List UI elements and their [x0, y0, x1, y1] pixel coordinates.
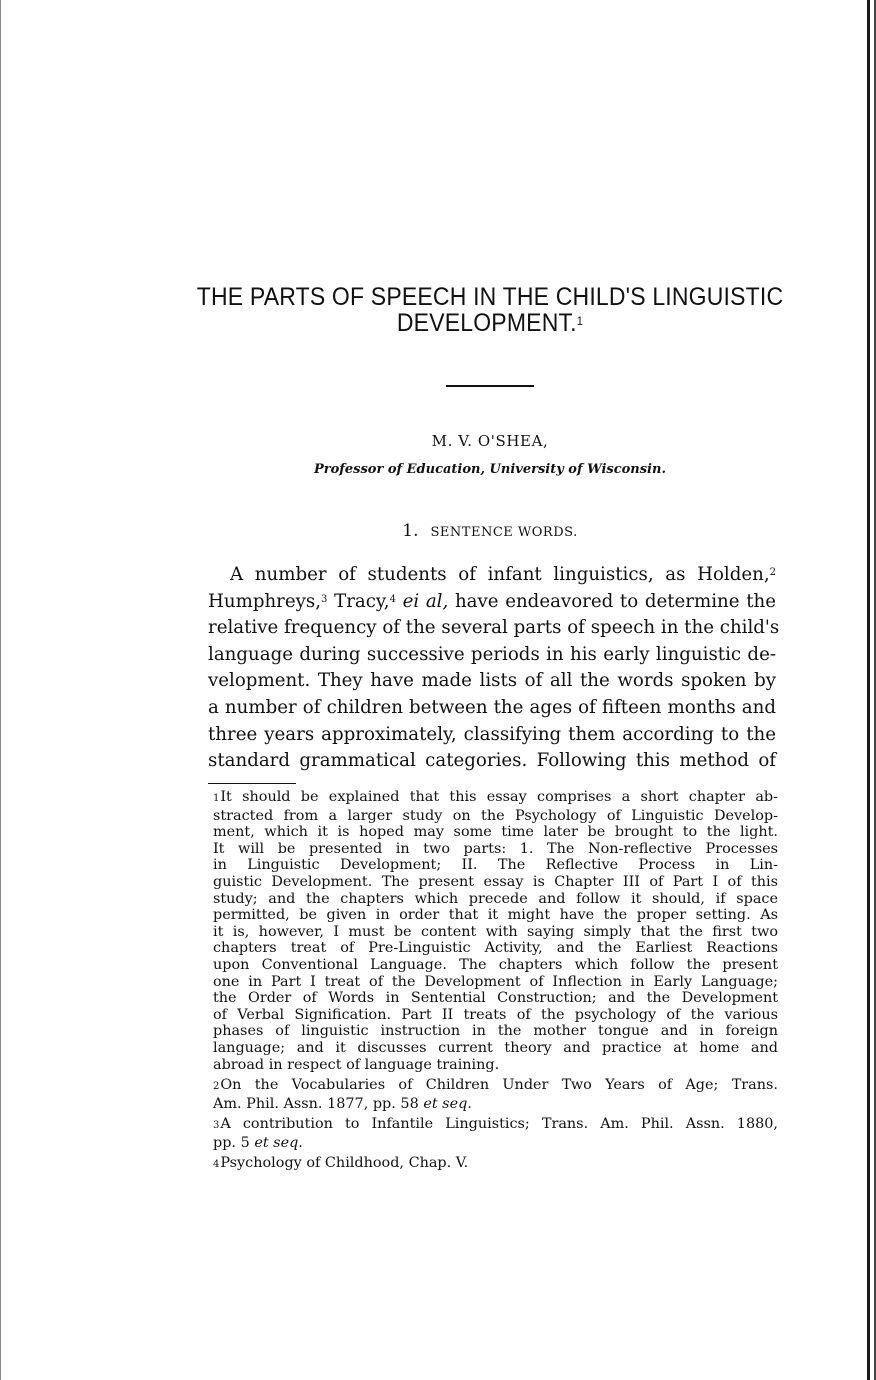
footnote-rule: [208, 783, 296, 784]
page-edge-right: [867, 0, 870, 1380]
body-text: Humphreys,: [208, 590, 322, 612]
footnote-text-italic: et seq.: [254, 1134, 303, 1151]
footnote-line: upon Conventional Language. The chapters which follow the present: [213, 956, 778, 973]
body-line: [208, 589, 776, 616]
footnote-text: pp. 5: [213, 1134, 255, 1151]
body-line: standard grammatical categories. Following this method of: [208, 750, 776, 772]
body-line: a number of children between the ages of fifteen months and: [208, 696, 776, 718]
footnote-line: study; and the chapters which precede and follow it should, if space: [213, 890, 778, 907]
footnote-text: On the Vocabularies of Children Under Two Years of Age; Trans.: [220, 1077, 778, 1094]
title-line-2: [196, 310, 785, 336]
title-line-1: THE PARTS OF SPEECH IN THE CHILD'S LINGUISTIC: [196, 283, 784, 311]
footnote-line: stracted from a larger study on the Psychology of Linguistic Develop-: [213, 807, 778, 824]
footnote-text: Psychology of Childhood, Chap. V.: [220, 1155, 469, 1172]
footnote-line: chapters treat of Pre-Linguistic Activity, and the Earliest Reactions: [213, 940, 778, 957]
body-text: A number of students of infant linguistics, as Holden,: [230, 564, 770, 585]
page-edge-left: [0, 0, 1, 1380]
footnote-number: 4: [213, 1159, 220, 1171]
section-heading: [200, 521, 780, 541]
footnote-text: A contribution to Infantile Linguistics; Trans. Am. Phil. Assn. 1880,: [220, 1116, 778, 1133]
body-line: velopment. They have made lists of all the words spoken by: [208, 670, 776, 692]
footnote-line: of Verbal Signification. Part II treats of the psychology of the various: [213, 1006, 778, 1023]
footnote-number: 2: [213, 1081, 220, 1093]
footnote-line: one in Part I treat of the Development of Inflection in Early Language;: [213, 973, 778, 990]
footnotes: [213, 789, 778, 1174]
body-line: relative frequency of the several parts of speech in the child's: [208, 617, 780, 639]
footnote-line: [213, 1155, 778, 1174]
footnote-line: it is, however, I must be content with saying simply that the first two: [213, 923, 778, 940]
footnote-number: 1: [213, 793, 220, 804]
body-text-italic: ei al,: [395, 590, 449, 612]
title-line-2-text: DEVELOPMENT.: [396, 309, 577, 337]
footnote-line: language; and it discusses current theory and practice at home and: [213, 1039, 778, 1056]
author-name: M. V. O'SHEA,: [431, 432, 549, 450]
footnote-4: [213, 1155, 778, 1174]
author-affiliation: Professor of Education, University of Wisconsin.: [314, 462, 666, 477]
section-number: 1.: [402, 521, 419, 541]
footnote-2: [213, 1077, 778, 1112]
footnote-line: in Linguistic Development; II. The Reflective Process in Lin-: [213, 857, 778, 874]
footnote-line: guistic Development. The present essay is Chapter III of Part I of this: [213, 873, 778, 890]
footnote-line: the Order of Words in Sentential Construction; and the Development: [213, 990, 778, 1007]
body-paragraph: [208, 562, 780, 775]
footnote-ref: 2: [769, 567, 776, 578]
footnote-line: [213, 1096, 778, 1113]
body-text: have endeavored to determine the: [448, 590, 776, 612]
footnote-line: [213, 1135, 778, 1152]
footnote-line: permitted, be given in order that it might have the proper setting. As: [213, 907, 778, 924]
body-text: Tracy,: [327, 590, 390, 612]
footnote-line: [213, 1116, 778, 1135]
section-title: SENTENCE WORDS.: [430, 525, 578, 540]
footnote-text-italic: et seq.: [423, 1095, 472, 1112]
body-line: three years approximately, classifying them according to the: [208, 723, 776, 745]
footnote-line: [213, 1077, 778, 1096]
footnote-text: It should be explained that this essay comprises a short chapter ab-: [220, 789, 778, 805]
footnote-1: [213, 789, 778, 1073]
footnote-line: phases of linguistic instruction in the mother tongue and in foreign: [213, 1023, 778, 1040]
footnote-line: [213, 789, 778, 808]
footnote-ref: 4: [389, 593, 396, 605]
footnote-ref: 3: [321, 593, 328, 605]
footnote-3: [213, 1116, 778, 1151]
footnote-line: abroad in respect of language training.: [213, 1056, 500, 1073]
footnote-line: It will be presented in two parts: 1. The Non-reflective Processes: [213, 840, 778, 857]
title-footnote-mark: 1: [576, 314, 584, 328]
title-rule: [446, 385, 534, 387]
paper-title: [196, 284, 785, 336]
body-line: [208, 562, 776, 589]
footnote-line: ment, which it is hoped may some time later be brought to the light.: [213, 824, 778, 841]
body-line: language during successive periods in his early linguistic de-: [208, 643, 776, 665]
footnote-text: Am. Phil. Assn. 1877, pp. 58: [213, 1095, 424, 1112]
footnote-number: 3: [213, 1120, 220, 1132]
